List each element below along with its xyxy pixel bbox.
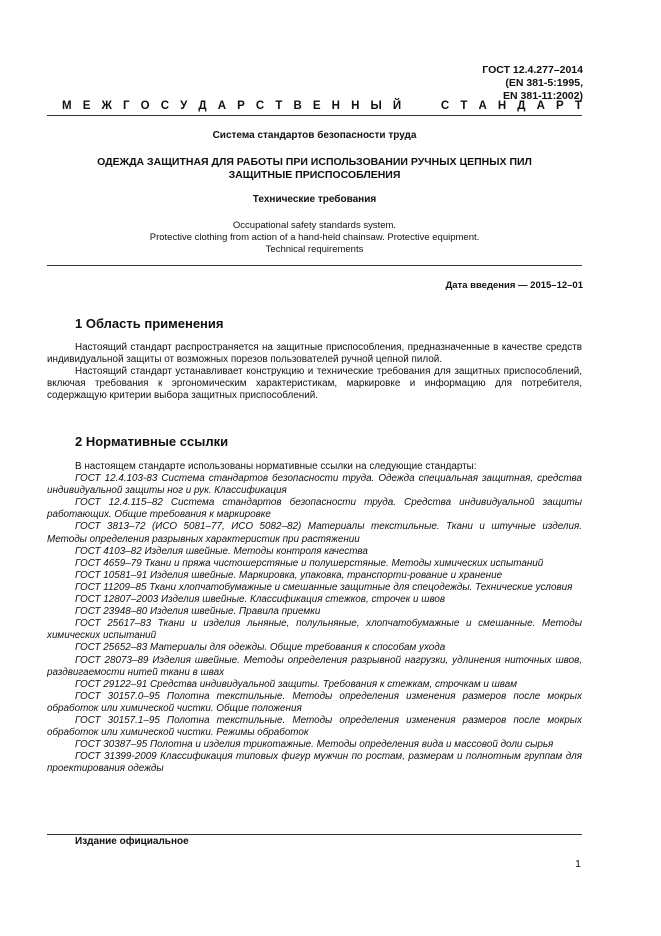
references-lead: В настоящем стандарте использованы нормативные ссылки на следующие стандарты:: [75, 461, 477, 472]
banner-letter: С: [160, 100, 170, 112]
banner-letter: [427, 100, 430, 113]
paragraph: Настоящий стандарт распространяется на защитные приспособления, предназначенные в качестве средств индивидуальной защиты от возможных порезов пользователей ручной цепной пилой.: [47, 342, 582, 366]
reference-item: ГОСТ 23948–80 Изделия швейные. Правила приемки: [75, 606, 321, 618]
reference-item: ГОСТ 25617–83 Ткани и изделия льняные, полульняные, хлопчатобумажные и смешанные. Методы химических испытаний: [47, 618, 582, 642]
banner-letter: Ж: [101, 100, 112, 112]
reference-item: ГОСТ 30387–95 Полотна и изделия трикотажные. Методы определения вида и массовой доли сырья: [75, 739, 554, 751]
banner-letter: Е: [312, 100, 321, 112]
introduction-date: Дата введения — 2015–12–01: [445, 280, 583, 291]
banner-letter: М: [62, 100, 72, 112]
section-body-scope: [47, 342, 582, 402]
banner-letter: Н: [351, 100, 360, 112]
reference-item: ГОСТ 3813–72 (ИСО 5081–77, ИСО 5082–82) Материалы текстильные. Ткани и штучные изделия. Методы определения разрывных характеристик при растяжении: [47, 521, 582, 545]
banner-letter: О: [140, 100, 150, 112]
banner-letter: В: [293, 100, 302, 112]
banner-letter: Г: [123, 100, 130, 112]
document-title-line: ЗАЩИТНЫЕ ПРИСПОСОБЛЕНИЯ: [228, 169, 401, 181]
header-divider: [47, 115, 582, 116]
banner-letter: [412, 100, 415, 113]
title-divider: [47, 265, 582, 266]
document-title: [47, 156, 582, 182]
banner-letter: Ы: [370, 100, 382, 112]
reference-item: ГОСТ 30157.1–95 Полотна текстильные. Методы определения изменения размеров после мокрых обработок или химической чистки. Режимы обработок: [47, 714, 582, 739]
banner-letter: Т: [275, 100, 283, 112]
banner-letter: Н: [331, 100, 340, 112]
banner-letter: Н: [497, 100, 507, 112]
normative-references-list: [47, 461, 582, 775]
section-heading-references: 2 Нормативные ссылки: [75, 434, 229, 449]
banner-letter: Й: [392, 100, 402, 112]
banner-letter: Р: [237, 100, 245, 112]
reference-item: ГОСТ 12807–2003 Изделия швейные. Классификация стежков, строчек и швов: [75, 594, 446, 606]
banner-letter: Т: [574, 100, 582, 112]
reference-item: ГОСТ 31399-2009 Классификация типовых фигур мужчин по ростам, размерам и полнотным группам для проектирования одежды: [47, 751, 582, 775]
banner-letter: У: [180, 100, 188, 112]
reference-item: ГОСТ 10581–91 Изделия швейные. Маркировка, упаковка, транспорти-рование и хранение: [75, 569, 503, 581]
footer-divider: [47, 834, 582, 835]
english-title-line: Protective clothing from action of a hand-held chainsaw. Protective equipment.: [149, 232, 480, 243]
reference-item: ГОСТ 29122–91 Средства индивидуальной защиты. Требования к стежкам, строчкам и швам: [75, 678, 518, 690]
banner-letter: А: [536, 100, 545, 112]
banner-letter: Д: [198, 100, 207, 112]
reference-item: ГОСТ 4103–82 Изделия швейные. Методы контроля качества: [75, 545, 368, 557]
banner-letter: С: [440, 100, 450, 112]
system-title: Система стандартов безопасности труда: [212, 130, 417, 141]
english-title: [47, 220, 582, 256]
banner-letter: А: [217, 100, 227, 112]
english-title-line: Occupational safety standards system.: [232, 220, 397, 231]
standard-code-line: EN 381-11:2002): [503, 90, 583, 102]
banner-letter: Е: [82, 100, 91, 112]
banner-letter: Д: [517, 100, 526, 112]
banner-letter: С: [255, 100, 265, 112]
standard-code-line: (EN 381-5:1995,: [505, 77, 583, 89]
standard-code-line: ГОСТ 12.4.277–2014: [482, 64, 583, 76]
paragraph: Настоящий стандарт устанавливает конструкцию и технические требования для защитных приспособлений, включая требования к эргономическим характеристикам, маркировке и информацию для потребителя, содержащую критерии выбора защитных приспособлений.: [47, 366, 582, 402]
standard-code: [363, 64, 583, 103]
banner-letter: А: [478, 100, 487, 112]
reference-item: ГОСТ 11209–85 Ткани хлопчатобумажные и смешанные защитные для спецодежды. Технические условия: [75, 581, 573, 593]
section-heading-scope: 1 Область применения: [75, 316, 224, 331]
page-number: 1: [575, 858, 581, 870]
document-subtitle: Технические требования: [252, 194, 377, 205]
reference-item: ГОСТ 4659–79 Ткани и пряжа чистошерстяные и полушерстяные. Методы химических испытаний: [75, 557, 544, 569]
english-title-line: Technical requirements: [265, 244, 364, 255]
reference-item: ГОСТ 12.4.115–82 Система стандартов безопасности труда. Средства индивидуальной защиты работающих. Общие требования к маркировке: [47, 497, 582, 521]
interstate-standard-banner: [62, 100, 582, 113]
reference-item: ГОСТ 12.4.103-83 Система стандартов безопасности труда. Одежда специальная защитная, средства индивидуальной защиты ног и рук. Классификация: [47, 473, 582, 497]
banner-letter: Р: [556, 100, 564, 112]
reference-item: ГОСТ 28073–89 Изделия швейные. Методы определения разрывной нагрузки, удлинения ниточных швов, раздвигаемости нитей ткани в швах: [47, 654, 582, 678]
document-title-line: ОДЕЖДА ЗАЩИТНАЯ ДЛЯ РАБОТЫ ПРИ ИСПОЛЬЗОВАНИИ РУЧНЫХ ЦЕПНЫХ ПИЛ: [97, 156, 532, 168]
reference-item: ГОСТ 25652–83 Материалы для одежды. Общие требования к способам ухода: [75, 642, 446, 654]
reference-item: ГОСТ 30157.0–95 Полотна текстильные. Методы определения изменения размеров после мокрых обработок или химической чистки. Общие положения: [47, 690, 582, 714]
banner-letter: Т: [460, 100, 468, 112]
official-edition-label: Издание официальное: [75, 836, 189, 847]
